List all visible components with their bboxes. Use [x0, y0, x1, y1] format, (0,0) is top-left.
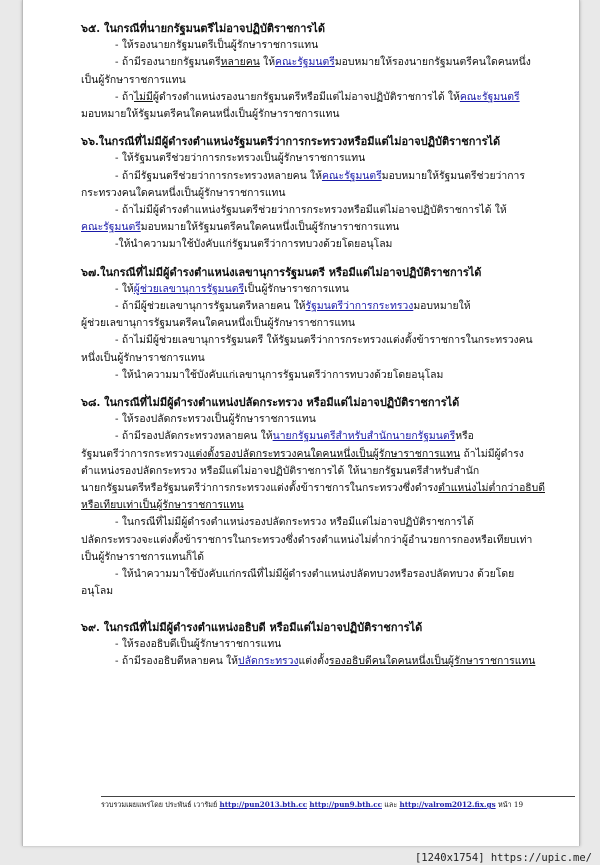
section-69-item-2 [81, 653, 575, 670]
text: ให้ [259, 56, 276, 69]
document-page [22, 0, 580, 846]
assistant-secretary-link[interactable]: ผู้ช่วยเลขานุการรัฐมนตรี [133, 282, 245, 295]
text: รัฐมนตรีว่าการกระทรวง [81, 447, 189, 460]
section-65-heading: ๖๕. ในกรณีที่นายกรัฐมนตรีไม่อาจปฏิบัติราชการได้ [81, 22, 325, 35]
section-67-heading: ๖๗.ในกรณีที่ไม่มีผู้ดำรงตำแหน่งเลขานุการรัฐมนตรี หรือมีแต่ไม่อาจปฏิบัติราชการได้ [81, 265, 482, 279]
section-66-item-2 [81, 168, 575, 185]
footer-and: และ [384, 800, 398, 809]
section-65-item-2-cont: เป็นผู้รักษาราชการแทน [81, 73, 186, 86]
section-68-item-2-cont2: ตำแหน่งรองปลัดกระทรวง หรือมีแต่ไม่อาจปฏิบัติราชการได้ ให้นายกรัฐมนตรีสำหรับสำนัก [81, 464, 480, 477]
text: ถ้าไม่มีผู้ดำรง [460, 447, 524, 460]
underlined-text: รองอธิบดีคนใดคนหนึ่งเป็นผู้รักษาราชการแทน [328, 654, 536, 667]
underlined-text: หรือเทียบเท่าเป็นผู้รักษาราชการแทน [81, 499, 244, 512]
underlined-text: แต่งตั้งรองปลัดกระทรวงคนใดคนหนึ่งเป็นผู้รักษาราชการแทน [188, 447, 461, 460]
text: มอบหมายให้รัฐมนตรีคนใดคนหนึ่งเป็นผู้รักษาราชการแทน [140, 221, 400, 234]
section-67-item-3-cont: หนึ่งเป็นผู้รักษาราชการแทน [81, 351, 205, 364]
section-68-item-3-cont: ปลัดกระทรวงจะแต่งตั้งข้าราชการในกระทรวงซึ่งดำรงตำแหน่งไม่ต่ำกว่าผู้อำนวยการกองหรือเทียบเท่า [81, 533, 533, 546]
text: มอบหมายให้รองนายกรัฐมนตรีคนใดคนหนึ่ง [334, 56, 531, 69]
section-67-item-2-cont: ผู้ช่วยเลขานุการรัฐมนตรีคนใดคนหนึ่งเป็นผู้รักษาราชการแทน [81, 317, 355, 330]
text: นายกรัฐมนตรีหรือรัฐมนตรีว่าการกระทรวงแต่งตั้งข้าราชการในกระทรวงซึ่งดำรง [81, 482, 439, 495]
section-66-heading: ๖๖.ในกรณีที่ไม่มีผู้ดำรงตำแหน่งรัฐมนตรีว่าการกระทรวงหรือมีแต่ไม่อาจปฏิบัติราชการได้ [81, 135, 501, 149]
section-68-item-4-cont: อนุโลม [81, 585, 114, 598]
underlined-text: ไม่มี [133, 90, 153, 103]
text: - ถ้ามีรองนายกรัฐมนตรี [115, 56, 221, 69]
section-68-item-2-cont3 [81, 480, 575, 497]
section-65-item-3 [81, 89, 575, 106]
cabinet-link[interactable]: คณะรัฐมนตรี [81, 221, 141, 234]
document-body [81, 16, 575, 670]
section-68-item-2 [81, 428, 575, 445]
section-65-item-2 [81, 54, 575, 71]
section-68-item-3: - ในกรณีที่ไม่มีผู้ดำรงตำแหน่งรองปลัดกระทรวง หรือมีแต่ไม่อาจปฏิบัติราชการได้ [115, 516, 474, 529]
minister-link[interactable]: รัฐมนตรีว่าการกระทรวง [305, 300, 414, 313]
footer-link-pun9[interactable]: http://pun9.bth.cc [309, 800, 382, 809]
footer-page-number: หน้า 19 [497, 800, 524, 809]
text: - ให้ [115, 282, 134, 295]
text: - ถ้ามีผู้ช่วยเลขานุการรัฐมนตรีหลายคน ให้ [115, 300, 306, 313]
text: หรือ [455, 430, 474, 443]
section-67-item-3: - ถ้าไม่มีผู้ช่วยเลขานุการรัฐมนตรี ให้รัฐมนตรีว่าการกระทรวงแต่งตั้งข้าราชการในกระทรวงคน [115, 334, 533, 347]
text: - ถ้ามีรองอธิบดีหลายคน ให้ [115, 654, 239, 667]
prime-minister-link[interactable]: นายกรัฐมนตรีสำหรับสำนักนายกรัฐมนตรี [272, 430, 456, 443]
section-67-item-2 [81, 298, 575, 315]
footer-author: รวบรวมเผยแพร่โดย ประพันธ์ เวารัมย์ [101, 800, 218, 809]
section-68-item-3-cont2: เป็นผู้รักษาราชการแทนก็ได้ [81, 550, 204, 563]
section-69-item-1: - ให้รองอธิบดีเป็นผู้รักษาราชการแทน [115, 637, 282, 650]
text: - ถ้ามีรองปลัดกระทรวงหลายคน ให้ [115, 430, 273, 443]
cabinet-link[interactable]: คณะรัฐมนตรี [459, 90, 520, 103]
section-68-item-4: - ให้นำความมาใช้บังคับแก่กรณีที่ไม่มีผู้ดำรงตำแหน่งปลัดทบวงหรือรองปลัดทบวง ด้วยโดย [115, 568, 515, 581]
section-66-item-2-cont: กระทรวงคนใดคนหนึ่งเป็นผู้รักษาราชการแทน [81, 186, 286, 199]
cabinet-link[interactable]: คณะรัฐมนตรี [321, 169, 382, 182]
section-69-heading: ๖๙. ในกรณีที่ไม่มีผู้ดำรงตำแหน่งอธิบดี หรือมีแต่ไม่อาจปฏิบัติราชการได้ [81, 620, 423, 634]
section-66-item-3: - ถ้าไม่มีผู้ดำรงตำแหน่งรัฐมนตรีช่วยว่าการกระทรวงหรือมีแต่ไม่อาจปฏิบัติราชการได้ ให้ [115, 204, 507, 217]
section-67-item-1 [81, 281, 575, 298]
text: มอบหมายให้รัฐมนตรีช่วยว่าการ [381, 169, 525, 182]
text: แต่งตั้ง [298, 654, 329, 667]
underlined-text: หลายคน [220, 56, 260, 69]
section-66-item-3-cont [81, 219, 575, 236]
section-68-item-2-cont [81, 446, 575, 463]
image-host-badge: [1240x1754] https://upic.me/ [414, 852, 592, 864]
text: ผู้ดำรงตำแหน่งรองนายกรัฐมนตรีหรือมีแต่ไม่อาจปฏิบัติราชการได้ ให้ [152, 90, 460, 103]
section-67-item-4: - ให้นำความมาใช้บังคับแก่เลขานุการรัฐมนตรีว่าการทบวงด้วยโดยอนุโลม [115, 368, 444, 381]
footer-link-pun2013[interactable]: http://pun2013.bth.cc [219, 800, 308, 809]
section-66-item-4: -ให้นำความมาใช้บังคับแก่รัฐมนตรีว่าการทบวงด้วยโดยอนุโลม [115, 238, 393, 251]
section-68-heading: ๖๘. ในกรณีที่ไม่มีผู้ดำรงตำแหน่งปลัดกระทรวง หรือมีแต่ไม่อาจปฏิบัติราชการได้ [81, 396, 460, 410]
section-68-item-2-cont4 [81, 497, 575, 514]
section-68-item-1: - ให้รองปลัดกระทรวงเป็นผู้รักษาราชการแทน [115, 413, 316, 426]
text: เป็นผู้รักษาราชการแทน [244, 282, 349, 295]
text: - ถ้ามีรัฐมนตรีช่วยว่าการกระทรวงหลายคน ให้ [115, 169, 322, 182]
text: มอบหมายให้ [413, 300, 471, 313]
section-66-item-1: - ให้รัฐมนตรีช่วยว่าการกระทรวงเป็นผู้รักษาราชการแทน [115, 152, 366, 165]
section-65-item-3-cont: มอบหมายให้รัฐมนตรีคนใดคนหนึ่งเป็นผู้รักษาราชการแทน [81, 108, 340, 121]
underlined-text: ตำแหน่งไม่ต่ำกว่าอธิบดี [438, 482, 545, 495]
cabinet-link[interactable]: คณะรัฐมนตรี [275, 56, 335, 69]
text: - ถ้า [115, 90, 134, 103]
section-65-item-1: - ให้รองนายกรัฐมนตรีเป็นผู้รักษาราชการแทน [115, 39, 319, 52]
permanent-secretary-link[interactable]: ปลัดกระทรวง [238, 654, 299, 667]
footer-link-valrom[interactable]: http://valrom2012.fix.gs [399, 800, 496, 809]
page-footer [101, 796, 575, 811]
